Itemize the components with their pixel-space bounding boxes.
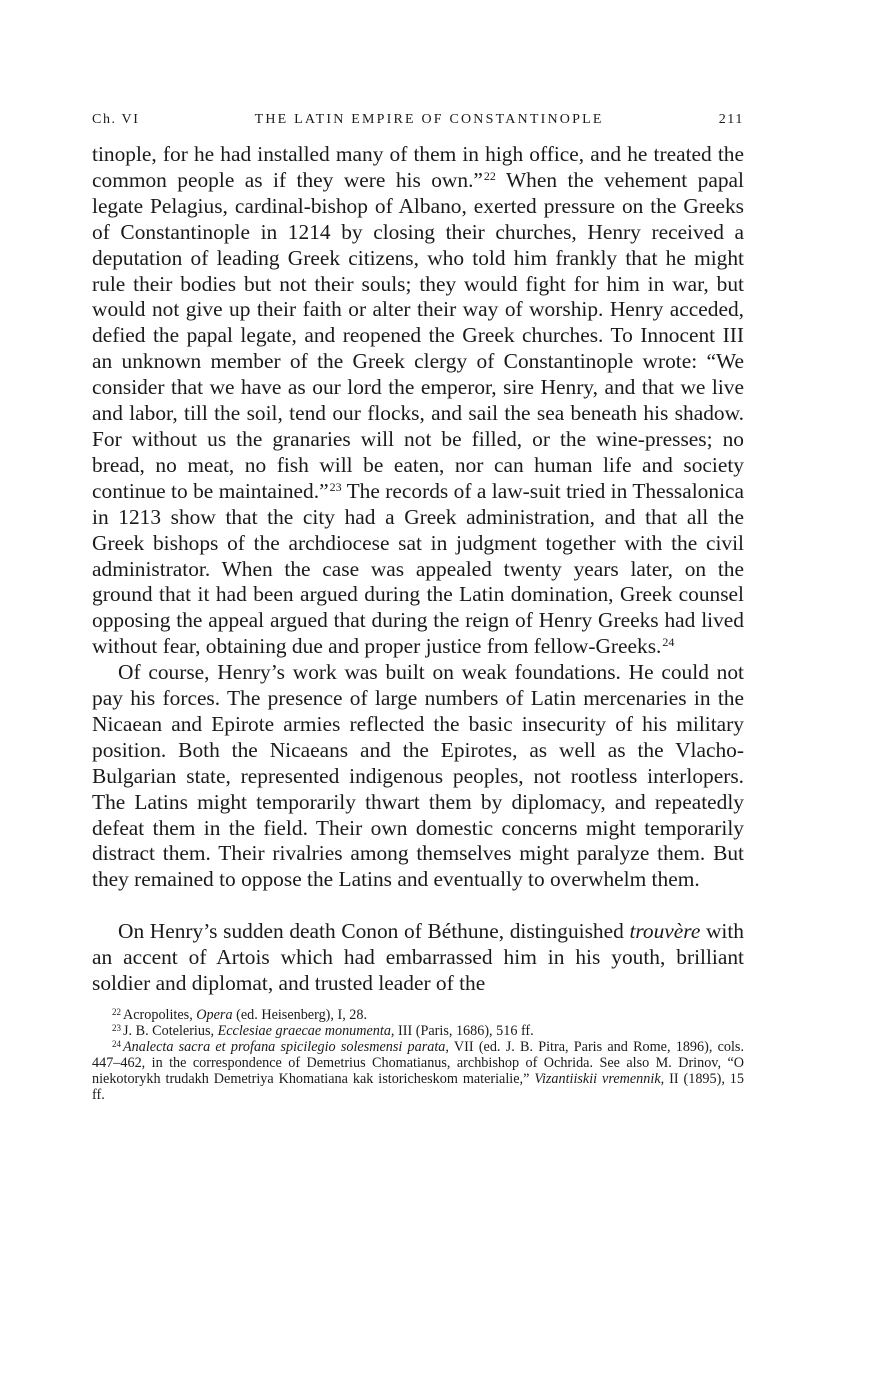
footnote-italic: Opera: [196, 1007, 233, 1023]
footnote-text: Acropolites,: [123, 1007, 197, 1023]
paragraph-1-text-c: The records of a law-suit tried in Thessalonica in 1213 show that the city had a Greek administration, and that all the Greek bishops of the archdiocese sat in judgment together with the civil administrator. When the case was appealed twenty years later, on the ground that it had been argued during the Latin domination, Greek counsel opposing the appeal argued that during the reign of Henry Greeks had lived without fear, obtaining due and proper justice from fellow-Greeks.: [92, 478, 745, 659]
page-number: 211: [718, 112, 744, 127]
body-text: [92, 142, 744, 997]
footnote-ref-23: 23: [329, 479, 342, 494]
footnote-text: III (Paris, 1686), 516 ff.: [394, 1023, 534, 1039]
paragraph-2: Of course, Henry’s work was built on weak foundations. He could not pay his forces. The presence of large numbers of Latin mercenaries in the Nicaean and Epirote armies reflected the basic insecurity of his military position. Both the Nicaeans and the Epirotes, as well as the Vlacho-Bulgarian state, represented indigenous peoples, not rootless interlopers. The Latins might temporarily thwart them by diplomacy, and repeatedly defeat them in the field. Their own domestic concerns might temporarily distract them. Their rivalries among themselves might paralyze them. But they remained to oppose the Latins and eventually to overwhelm them.: [92, 660, 744, 892]
paragraph-3-italic: trouvère: [629, 919, 701, 944]
footnote-number: 24: [112, 1039, 121, 1049]
footnote-number: 22: [112, 1007, 121, 1017]
chapter-label: Ch. VI: [92, 112, 140, 127]
footnote-italic: Analecta sacra et profana spicilegio solesmensi parata,: [123, 1039, 449, 1055]
paragraph-1: [92, 142, 744, 660]
footnote-italic: Vizantiiskii vremennik,: [534, 1071, 665, 1087]
paragraph-3-text-a: On Henry’s sudden death Conon of Béthune, distinguished: [118, 919, 630, 944]
footnote-text: (ed. Heisenberg), I, 28.: [232, 1007, 368, 1023]
footnote-ref-22: 22: [483, 168, 496, 183]
footnote-number: 23: [112, 1023, 121, 1033]
paragraph-1-text-b: When the vehement papal legate Pelagius, cardinal-bishop of Albano, exerted pressure on the Greeks of Constantinople in 1214 by closing their churches, Henry received a deputation of leading Greek citizens, who told him frankly that he might rule their bodies but not their souls; they would fight for him in war, but would not give up their faith or alter their way of worship. Henry acceded, defied the papal legate, and reopened the Greek churches. To Innocent III an unknown member of the Greek clergy of Constantinople wrote: “We consider that we have as our lord the emperor, sire Henry, and that we live and labor, till the soil, tend our flocks, and sail the sea beneath his shadow. For without us the granaries will not be filled, or the wine-presses; no bread, no meat, no fish will be eaten, nor can human life and society continue to be maintained.”: [92, 167, 744, 503]
footnote-ref-24: 24: [662, 635, 675, 650]
footnote-text: J. B. Cotelerius,: [123, 1023, 218, 1039]
paragraph-1-text-a: tinople, for he had installed many of them in high office, and he treated the common people as if they were his own.”: [92, 142, 744, 192]
paragraph-3-text-b: with an accent of Artois which had embarrassed him in his youth, brilliant soldier and diplomat, and trusted leader of the: [92, 919, 744, 996]
book-page: [92, 112, 744, 1103]
footnote-24: [92, 1039, 744, 1103]
footnote-text: II (1895), 15 ff.: [92, 1071, 744, 1103]
footnote-22: [92, 1007, 744, 1023]
footnote-text: VII (ed. J. B. Pitra, Paris and Rome, 1896), cols. 447–462, in the correspondence of Demetrius Chomatianus, archbishop of Ochrida. See also M. Drinov, “O niekotorykh trudakh Demetriya Khomatiana kak istoricheskom materialie,”: [92, 1039, 744, 1087]
running-title: THE LATIN EMPIRE OF CONSTANTINOPLE: [254, 112, 604, 127]
footnote-23: [92, 1023, 744, 1039]
paragraph-3: [92, 919, 744, 997]
footnote-italic: Ecclesiae graecae monumenta,: [217, 1023, 395, 1039]
running-head: [92, 112, 744, 142]
footnotes: [92, 1007, 744, 1103]
